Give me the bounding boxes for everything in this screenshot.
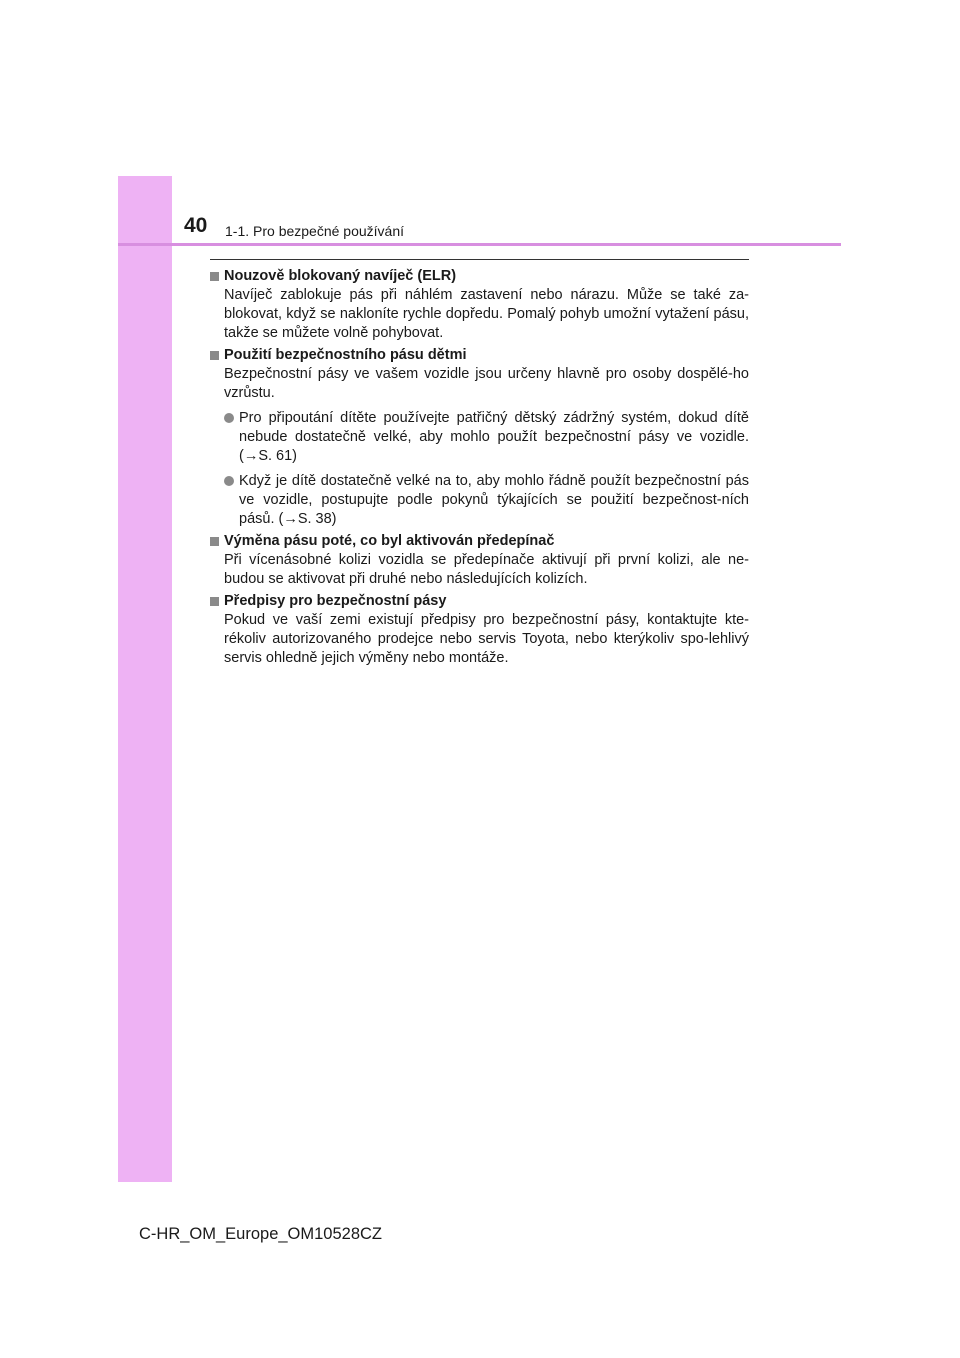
section-children [210,346,749,529]
page-content [210,259,749,671]
list-item [210,472,749,529]
list-item [210,409,749,466]
section-paragraph: Při vícenásobné kolizi vozidla se předepínače aktivují při první kolizi, ale ne-budou se aktivovat při druhé nebo následujících kolizích. [224,552,749,587]
round-bullet-icon [224,413,234,423]
section-paragraph: Pokud ve vaší zemi existují předpisy pro bezpečnostní pásy, kontaktujte kte-rékoliv autorizovaného prodejce nebo servis Toyota, nebo kterýkoliv spo-lehlivý servis ohledně jejich výměny nebo montáže. [224,612,749,666]
round-bullet-icon [224,476,234,486]
section-pretensioner [210,532,749,589]
section-heading-text: Předpisy pro bezpečnostní pásy [224,593,447,609]
section-regulations [210,592,749,668]
square-bullet-icon [210,272,219,281]
section-paragraph: Navíječ zablokuje pás při náhlém zastavení nebo nárazu. Může se také za-blokovat, když se nakloníte rychle dopředu. Pomalý pohyb umožní vytažení pásu, takže se můžete volně pohybovat. [224,287,749,341]
square-bullet-icon [210,537,219,546]
section-heading-text: Nouzově blokovaný navíječ (ELR) [224,268,457,284]
square-bullet-icon [210,351,219,360]
side-color-band [118,176,172,1182]
section-paragraph: Bezpečnostní pásy ve vašem vozidle jsou určeny hlavně pro osoby dospělé-ho vzrůstu. [224,366,749,401]
section-heading [210,346,749,365]
square-bullet-icon [210,597,219,606]
section-elr [210,267,749,343]
section-heading [210,267,749,286]
header-rule [118,243,841,246]
page-number: 40 [184,214,208,237]
list-item-text: Pro připoutání dítěte používejte patřičný dětský zádržný systém, dokud dítě nebude dostatečně velké, aby mohlo použít bezpečnostní pásy ve vozidle. (→S. 61) [239,410,749,464]
section-heading [210,592,749,611]
chapter-title: 1-1. Pro bezpečné používání [225,223,405,239]
list-item-text: Když je dítě dostatečně velké na to, aby mohlo řádně použít bezpečnostní pás ve vozidle, postupujte podle pokynů týkajících se použití bezpečnost-ních pásů. (→S. 38) [239,473,749,527]
document-code: C-HR_OM_Europe_OM10528CZ [139,1225,383,1243]
section-heading-text: Použití bezpečnostního pásu dětmi [224,347,467,363]
section-heading-text: Výměna pásu poté, co byl aktivován předepínač [224,533,555,549]
section-heading [210,532,749,551]
